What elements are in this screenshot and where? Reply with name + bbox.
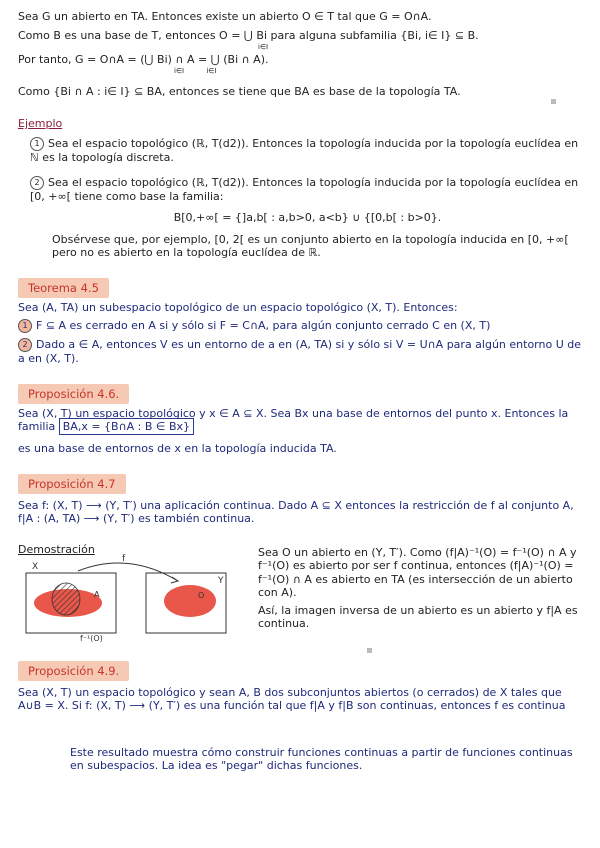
teorema-item-2-text: Dado a ∈ A, entonces V es un entorno de a en (A, TA) si y sólo si V = U∩A para algún entorno U de a en (X, T). <box>18 338 582 366</box>
teorema-item-1-text: F ⊆ A es cerrado en A si y sólo si F = C∩A, para algún conjunto cerrado C en (X, T) <box>36 319 491 333</box>
proposicion-4-7-title: Proposición 4.7 <box>18 474 126 494</box>
item-number-2: 2 <box>30 176 44 190</box>
ejemplo-note: Obsérvese que, por ejemplo, [0, 2[ es un conjunto abierto en la topología inducida en [0, +∞[ pero no es abierto en la topología euclídea de ℝ. <box>52 232 569 260</box>
map-arrow <box>78 563 178 581</box>
continuity-diagram <box>18 553 238 643</box>
prop49-text: Sea (X, T) un espacio topológico y sean A, B dos subconjuntos abiertos (o cerrados) de X tales que A∪B = X. Si f: (X, T) ⟶ (Y, T′) es una función tal que f|A y f|B son continuas, entonces f es continua <box>18 686 566 713</box>
teorema-number-2: 2 <box>18 338 32 352</box>
prop46-text-2: es una base de entornos de x en la topología inducida TA. <box>18 441 337 455</box>
proposicion-4-6-body <box>18 407 588 455</box>
ejemplo-item-2-text: Sea el espacio topológico (ℝ, T(d2)). Entonces la topología inducida por la topología euclídea en [0, +∞[ tiene como base la familia: <box>30 176 579 203</box>
label-o: O <box>198 591 205 600</box>
label-y: Y <box>218 576 224 586</box>
proof-top <box>18 10 588 99</box>
proof-line-1: Sea G un abierto en TA. Entonces existe un abierto O ∈ T tal que G = O∩A. <box>18 10 432 23</box>
item-number-1: 1 <box>30 137 44 151</box>
teorema-intro: Sea (A, TA) un subespacio topológico de un espacio topológico (X, T). Entonces: <box>18 301 458 314</box>
proof-line-3-sub: i∈I i∈I <box>174 66 217 75</box>
proposicion-4-6-title: Proposición 4.6. <box>18 384 129 404</box>
teorema-item-1 <box>18 319 588 333</box>
label-x: X <box>32 562 39 572</box>
demostracion-text <box>258 546 588 630</box>
preimage-region <box>52 583 80 615</box>
teorema-4-5-body <box>18 301 588 366</box>
prop46-boxed-formula: BA,x = {B∩A : B ∈ Bx} <box>59 418 194 435</box>
demostracion-label: Demostración <box>18 543 95 556</box>
proposicion-4-9-title: Proposición 4.9. <box>18 661 129 681</box>
teorema-number-1: 1 <box>18 319 32 333</box>
teorema-item-2 <box>18 338 588 365</box>
scroll-marker-2 <box>367 648 372 653</box>
proof-line-2: Como B es una base de T, entonces O = ⋃ Bi para alguna subfamilia {Bi, i∈ I} ⊆ B. <box>18 29 479 43</box>
ejemplo-formula: B[0,+∞[ = {]a,b[ : a,b>0, a<b} ∪ {[0,b[ : b>0}. <box>173 211 442 225</box>
label-preimage: f⁻¹(O) <box>80 634 103 643</box>
proof-line-3: Por tanto, G = O∩A = (⋃ Bi) ∩ A = ⋃ (Bi ∩ A). <box>18 53 269 67</box>
teorema-4-5-title: Teorema 4.5 <box>18 278 109 298</box>
demo-text-2: Así, la imagen inversa de un abierto es un abierto y f|A es continua. <box>258 603 578 631</box>
ejemplo-item-2 <box>30 176 585 260</box>
set-o-ellipse <box>164 585 216 617</box>
proof-line-2-sub: i∈I <box>258 42 269 51</box>
demo-text-1: Sea O un abierto en (Y, T′). Como (f|A)⁻¹(O) = f⁻¹(O) ∩ A y f⁻¹(O) es abierto por ser f continua, entonces (f|A)⁻¹(O) = f⁻¹(O) ∩ A es abierto en TA (es intersección de un abierto con A). <box>258 546 577 600</box>
proof-line-4: Como {Bi ∩ A : i∈ I} ⊆ BA, entonces se tiene que BA es base de la topología TA. <box>18 85 461 99</box>
ejemplo-label: Ejemplo <box>18 117 63 130</box>
prop49-note: Este resultado muestra cómo construir funciones continuas a partir de funciones continuas en subespacios. La idea es "pegar" dichas funciones. <box>70 746 573 773</box>
ejemplo-item-1-text: Sea el espacio topológico (ℝ, T(d2)). Entonces la topología inducida por la topología euclídea en ℕ es la topología discreta. <box>30 137 579 164</box>
prop46-text <box>18 407 588 434</box>
prop47-text: Sea f: (X, T) ⟶ (Y, T′) una aplicación continua. Dado A ⊆ X entonces la restricción de f al conjunto A, f|A : (A, TA) ⟶ (Y, T′) es también continua. <box>18 499 574 526</box>
prop46-text-1: Sea (X, T) un espacio topológico y x ∈ A ⊆ X. Sea Bx una base de entornos del punto x. Entonces la familia <box>18 407 569 434</box>
label-f: f <box>122 554 126 564</box>
ejemplo-item-1 <box>30 137 585 164</box>
scroll-marker <box>551 99 556 104</box>
label-a: A <box>94 590 100 599</box>
